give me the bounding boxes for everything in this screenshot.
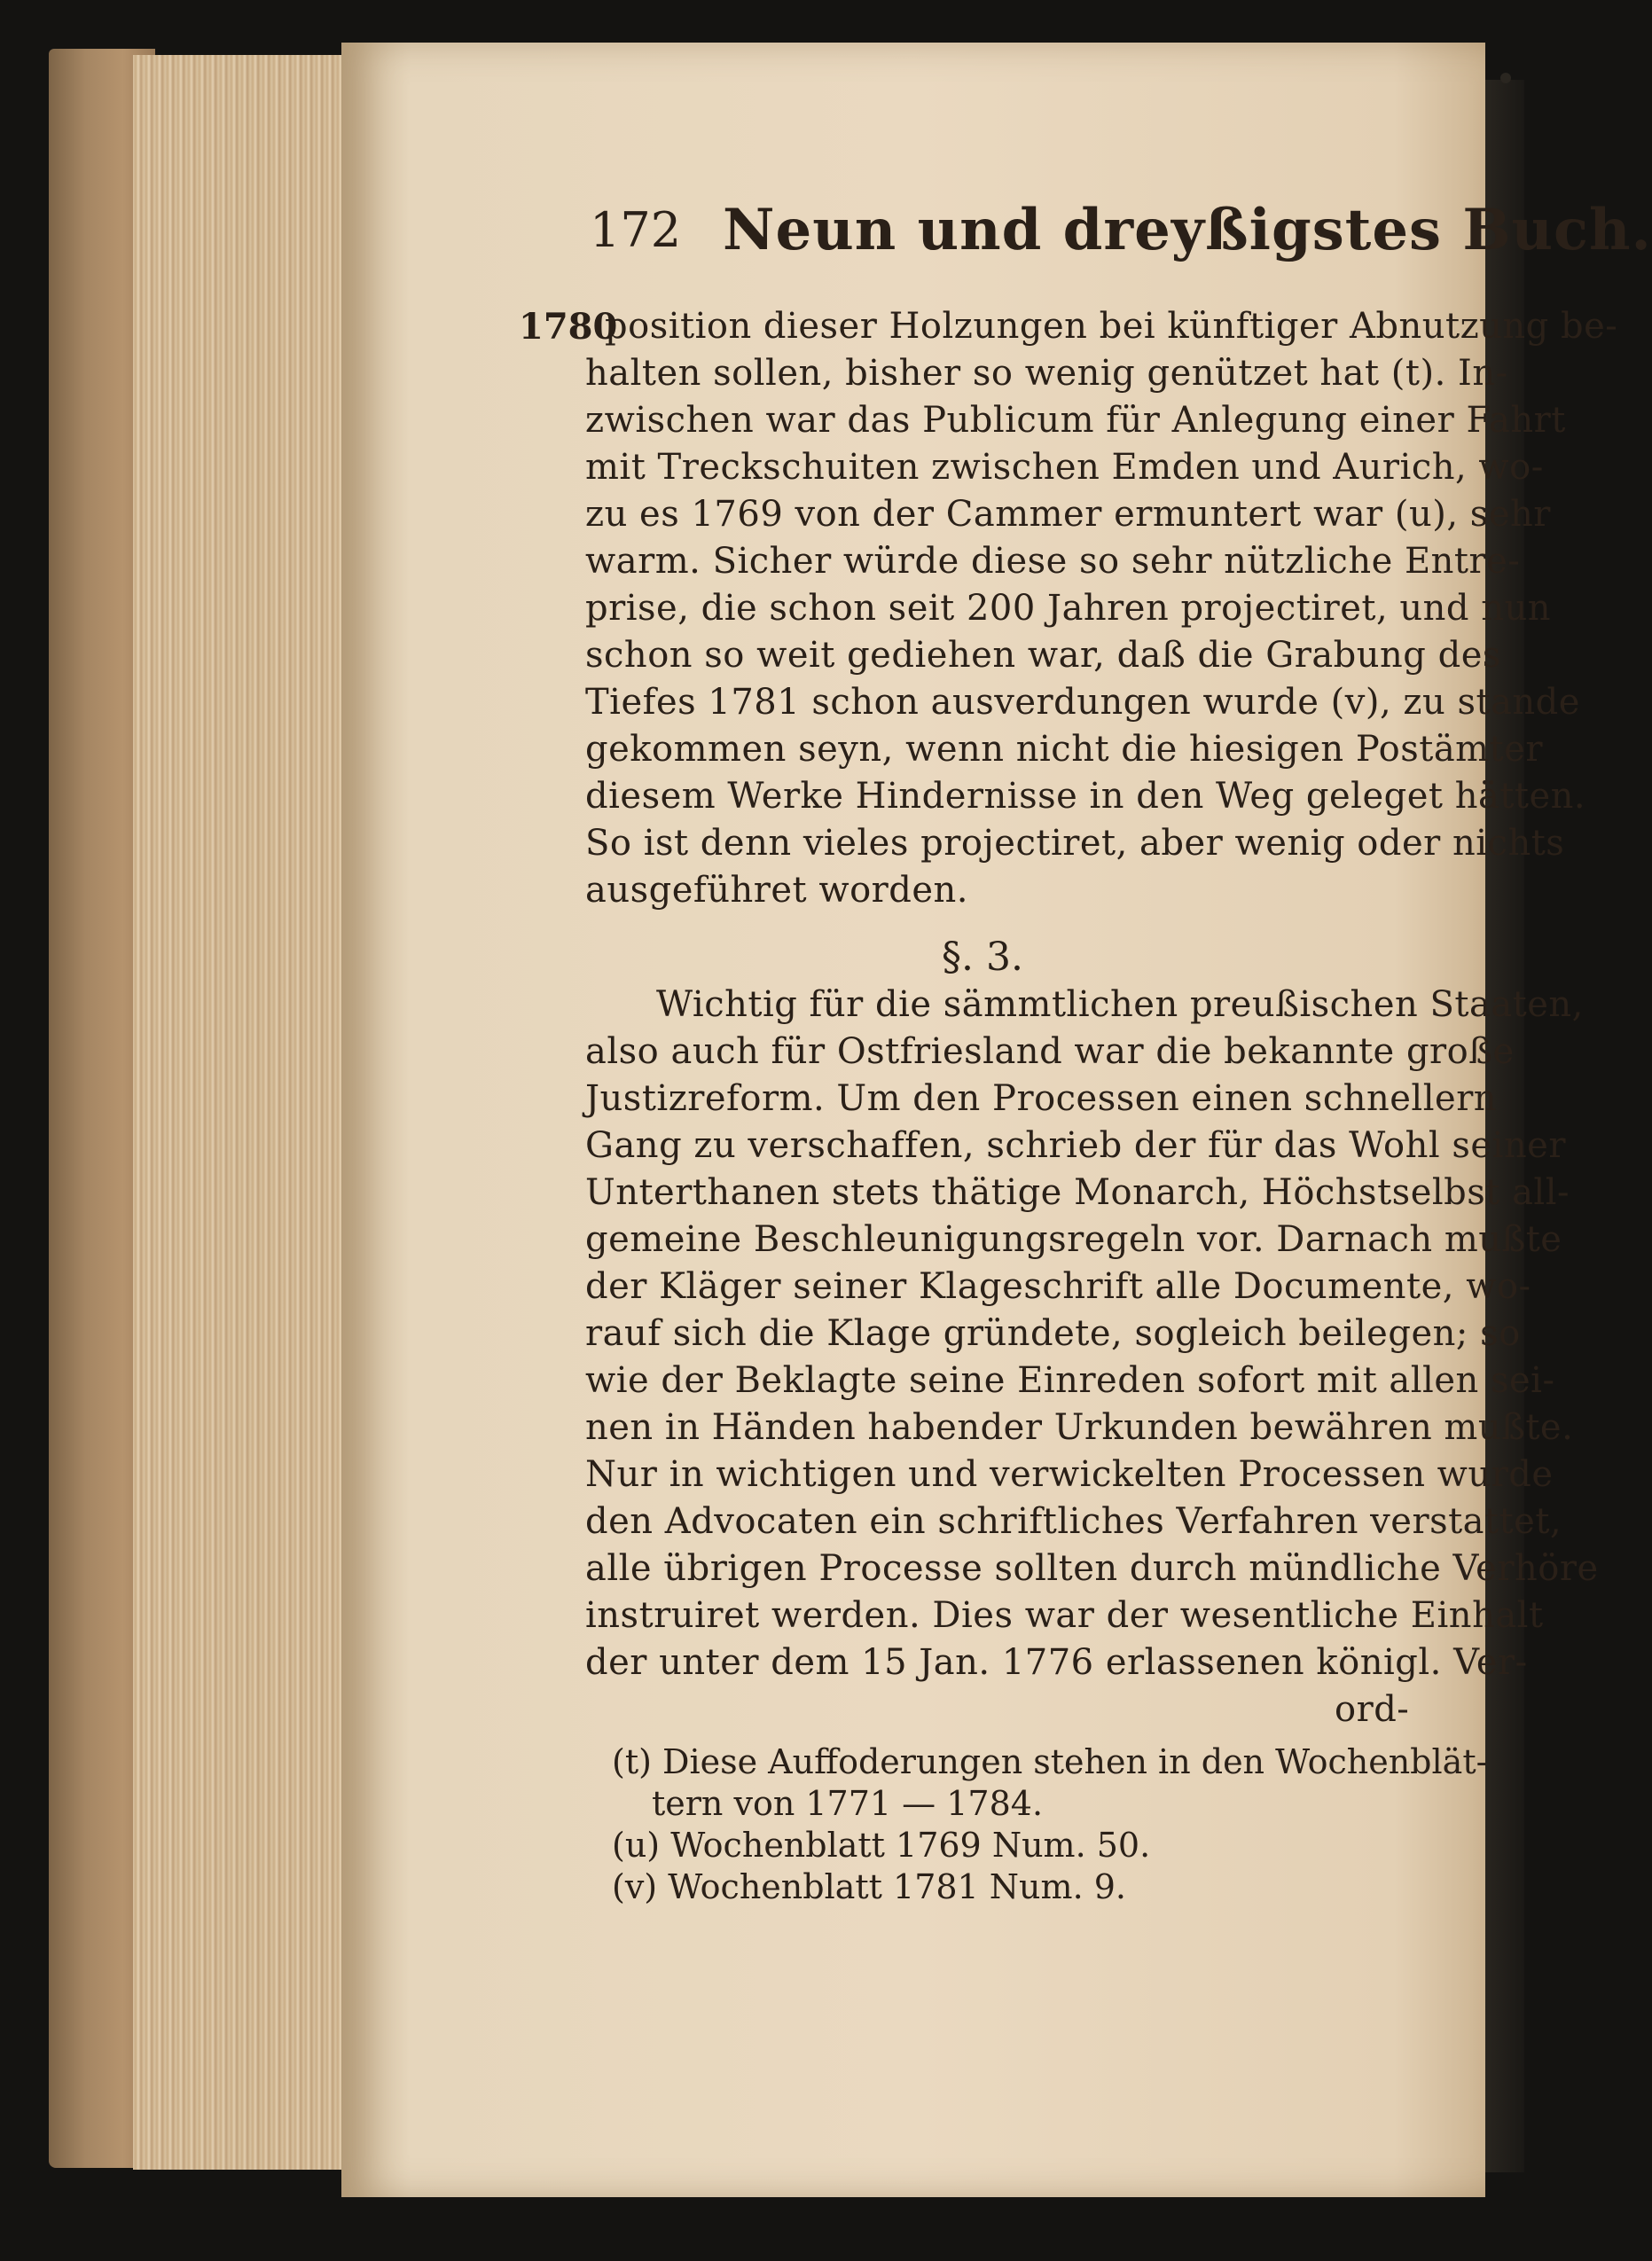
text-line: rauf sich die Klage gründete, sogleich beilegen; so <box>585 1313 1521 1354</box>
text-line: zu es 1769 von der Cammer ermuntert war (u), sehr <box>585 494 1551 535</box>
text-line: Unterthanen stets thätige Monarch, Höchstselbst all- <box>585 1172 1570 1213</box>
text-line: der Kläger seiner Klageschrift alle Documente, wo- <box>585 1266 1531 1307</box>
text-line: Wichtig für die sämmtlichen preußischen Staaten, <box>656 984 1584 1025</box>
text-line: mit Treckschuiten zwischen Emden und Aurich, wo- <box>585 447 1544 488</box>
footnote-t-continued: tern von 1771 — 1784. <box>652 1784 1044 1823</box>
text-line: gekommen seyn, wenn nicht die hiesigen Postämter <box>585 729 1543 770</box>
text-line: also auch für Ostfriesland war die bekannte große <box>585 1031 1515 1072</box>
text-line: zwischen war das Publicum für Anlegung einer Fahrt <box>585 400 1566 441</box>
text-line: warm. Sicher würde diese so sehr nützliche Entre- <box>585 541 1521 582</box>
text-line: wie der Beklagte seine Einreden sofort mit allen sei- <box>585 1360 1555 1401</box>
footnote-v: (v) Wochenblatt 1781 Num. 9. <box>612 1867 1126 1906</box>
footnote-u: (u) Wochenblatt 1769 Num. 50. <box>612 1826 1151 1865</box>
text-line: alle übrigen Processe sollten durch mündliche Verhöre <box>585 1548 1599 1589</box>
text-line: ausgeführet worden. <box>585 870 969 911</box>
text-line: So ist denn vieles projectiret, aber wenig oder nichts <box>585 823 1565 864</box>
edge-mark <box>1500 73 1511 83</box>
text-line: Justizreform. Um den Processen einen schnellern <box>585 1078 1498 1119</box>
text-line: halten sollen, bisher so wenig genützet hat (t). In- <box>585 353 1508 394</box>
text-line: den Advocaten ein schriftliches Verfahren verstattet, <box>585 1501 1562 1542</box>
text-line: Tiefes 1781 schon ausverdungen wurde (v), zu stande <box>585 682 1580 723</box>
text-line: schon so weit gediehen war, daß die Grabung des <box>585 635 1501 676</box>
page-stack-edge <box>133 55 346 2170</box>
text-line: gemeine Beschleunigungsregeln vor. Darnach mußte <box>585 1219 1562 1260</box>
text-line: diesem Werke Hindernisse in den Weg geleget hätten. <box>585 776 1586 817</box>
section-heading: §. 3. <box>942 935 1023 980</box>
text-line: instruiret werden. Dies war der wesentliche Einhalt <box>585 1595 1544 1636</box>
text-line: Gang zu verschaffen, schrieb der für das Wohl seiner <box>585 1125 1566 1166</box>
text-line: nen in Händen habender Urkunden bewähren mußte. <box>585 1407 1574 1448</box>
text-line: position dieser Holzungen bei künftiger Abnutzung be- <box>605 306 1618 347</box>
text-line: Nur in wichtigen und verwickelten Processen wurde <box>585 1454 1554 1495</box>
page-number: 172 <box>590 202 682 258</box>
text-line: der unter dem 15 Jan. 1776 erlassenen königl. Ver- <box>585 1642 1528 1683</box>
footnote-t: (t) Diese Auffoderungen stehen in den Wochenblät- <box>612 1742 1488 1781</box>
catchword: ord- <box>1335 1689 1410 1730</box>
page-header-title: Neun und dreyßigstes Buch. <box>723 197 1652 263</box>
year-margin-note: 1780 <box>519 306 618 348</box>
text-line: prise, die schon seit 200 Jahren projectiret, und nun <box>585 588 1552 629</box>
